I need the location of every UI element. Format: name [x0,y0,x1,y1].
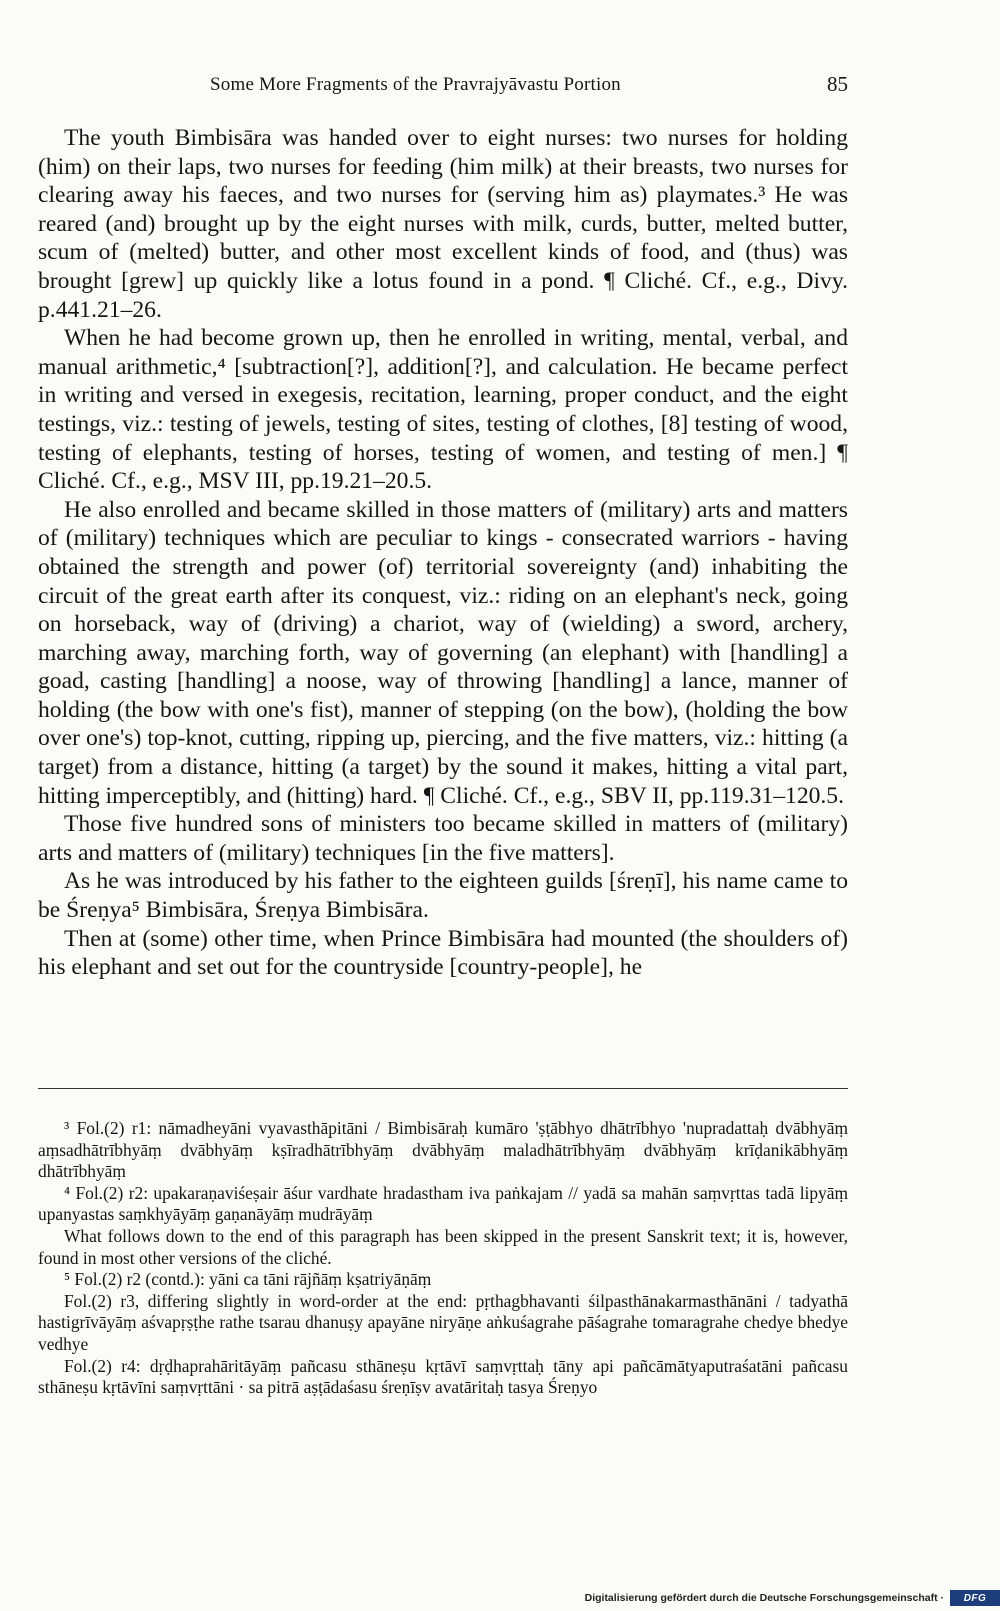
paragraph-nurses: The youth Bimbisāra was handed over to eight nurses: two nurses for holding (him) on their laps, two nurses for feeding (him milk) at their breasts, two nurses for clearing away his faeces, and two nurses for (serving him as) playmates.³ He was reared (and) brought up by the eight nurses with milk, curds, butter, melted butter, scum of (melted) butter, and other most excellent kinds of food, and (thus) was brought [grew] up quickly like a lotus found in a pond. ¶ Cliché. Cf., e.g., Divy. p.441.21–26. [38,125,848,323]
footnotes [38,1118,848,1399]
footnote-3: ³ Fol.(2) r1: nāmadheyāni vyavasthāpitāni / Bimbisāraḥ kumāro 'ṣṭābhyo dhātrībhyo 'nupradattaḥ dvābhyāṃ aṃsadhātrībhyāṃ dvābhyāṃ kṣīradhātrībhyāṃ dvābhyāṃ maladhātrībhyāṃ dvābhyāṃ krīḍanikābhyāṃ dhātrībhyāṃ [38,1118,848,1182]
page-header [38,72,848,102]
running-title: Some More Fragments of the Pravrajyāvastu Portion [210,74,621,95]
footnote-fol-r3: Fol.(2) r3, differing slightly in word-order at the end: pṛthagbhavanti śilpasthānakarmasthānāni / tadyathā hastigrīvāyāṃ aśvapṛṣṭhe rathe tsarau dhanuṣy apayāne niryāṇe aṅkuśagrahe pāśagrahe tomaragrahe chedye bhedye vedhye [38,1290,848,1354]
footnote-4-comment: What follows down to the end of this paragraph has been skipped in the present Sanskrit text; it is, however, found in most other versions of the cliché. [38,1225,848,1268]
paragraph-education: When he had become grown up, then he enrolled in writing, mental, verbal, and manual arithmetic,⁴ [subtraction[?], addition[?], and calculation. He became perfect in writing and versed in exegesis, recitation, learning, proper conduct, and the eight testings, viz.: testing of jewels, testing of sites, testing of clothes, [8] testing of wood, testing of elephants, testing of horses, testing of women, and testing of men.] ¶ Cliché. Cf., e.g., MSV III, pp.19.21–20.5. [38,325,848,495]
page-number: 85 [827,72,848,96]
paragraph-guilds: As he was introduced by his father to the eighteen guilds [śreṇī], his name came to be Śreṇya⁵ Bimbisāra, Śreṇya Bimbisāra. [38,868,848,924]
dfg-credit: Digitalisierung gefördert durch die Deutsche Forschungsgemeinschaft · [584,1592,944,1604]
dfg-logo-icon: DFG [950,1590,1000,1606]
paragraph-countryside: Then at (some) other time, when Prince Bimbisāra had mounted (the shoulders of) his elephant and set out for the countryside [country-people], he [38,925,848,981]
footnote-fol-r4: Fol.(2) r4: dṛḍhaprahāritāyāṃ pañcasu sthāneṣu kṛtāvī saṃvṛttaḥ tāny api pañcāmātyaputraśatāni pañcasu sthāneṣu kṛtāvīni saṃvṛttāni · sa pitrā aṣṭādaśasu śreṇīṣv avatāritaḥ tasya Śreṇyo [38,1355,848,1398]
paragraph-military-arts: He also enrolled and became skilled in those matters of (military) arts and matters of (military) techniques which are peculiar to kings - consecrated warriors - having obtained the strength and power (of) territorial sovereignty (and) inhabiting the circuit of the great earth after its conquest, viz.: riding on an elephant's neck, going on horseback, way of (driving) a chariot, way of (wielding) a sword, archery, marching away, marching forth, way of governing (an elephant) with [handling] a goad, casting [handling] a noose, way of throwing [handling] a lance, manner of holding (the bow with one's fist), manner of stepping (on the bow), (holding the bow over one's) top-knot, cutting, ripping up, piercing, and the five matters, viz.: hitting (a target) from a distance, hitting (a target) by the sound it makes, hitting a vital part, hitting imperceptibly, and (hitting) hard. ¶ Cliché. Cf., e.g., SBV II, pp.119.31–120.5. [38,496,848,809]
footnote-rule [38,1088,848,1089]
digitization-footer [585,1589,1000,1607]
footnote-4: ⁴ Fol.(2) r2: upakaraṇaviśeṣair āśur vardhate hradastham iva paṅkajam // yadā sa mahān saṃvṛttas tadā lipyāṃ upanyastas saṃkhyāyāṃ gaṇanāyāṃ mudrāyāṃ [38,1182,848,1225]
paragraph-ministers-sons: Those five hundred sons of ministers too became skilled in matters of (military) arts and matters of (military) techniques [in the five matters]. [38,811,848,866]
main-text [38,124,848,982]
footnote-5: ⁵ Fol.(2) r2 (contd.): yāni ca tāni rājñāṃ kṣatriyāṇāṃ [64,1269,432,1290]
